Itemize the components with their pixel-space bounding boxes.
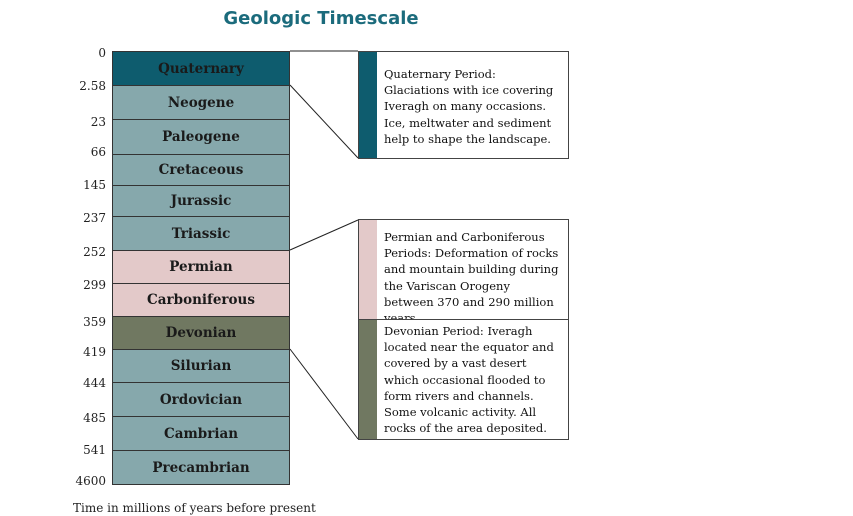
chart-title: Geologic Timescale xyxy=(223,8,419,29)
period-jurassic: Jurassic xyxy=(112,185,290,217)
connector-line xyxy=(290,349,358,439)
tick-label: 252 xyxy=(83,245,106,259)
period-ordovician: Ordovician xyxy=(112,382,290,417)
tick-label: 541 xyxy=(83,443,106,457)
tick-label: 419 xyxy=(83,345,106,359)
note-text: Permian and Carboniferous Periods: Deformation of rocks and mountain building during the Variscan Orogeny between 370 and 290 million xyxy=(384,230,559,309)
period-cambrian: Cambrian xyxy=(112,416,290,451)
note-swatch xyxy=(359,320,377,439)
tick-label: 4600 xyxy=(75,474,106,488)
tick-label: 237 xyxy=(83,211,106,225)
connector-line xyxy=(290,85,358,158)
period-silurian: Silurian xyxy=(112,349,290,383)
period-cretaceous: Cretaceous xyxy=(112,154,290,186)
devonian-note xyxy=(358,319,569,440)
period-devonian: Devonian xyxy=(112,316,290,350)
note-text: Devonian Period: Iveragh located near the equator and covered by a vast desert which occasional flooded to form rivers and channels. Some volcanic activity. All rocks of the area deposited. xyxy=(384,324,554,436)
note-text: Quaternary Period: Glaciations with ice covering Iveragh on many occasions. Ice, meltwater and sediment help to shape the landscape. xyxy=(384,67,554,146)
tick-label: 0 xyxy=(98,46,106,60)
period-triassic: Triassic xyxy=(112,216,290,251)
period-carboniferous: Carboniferous xyxy=(112,283,290,317)
tick-label: 66 xyxy=(90,145,106,159)
period-neogene: Neogene xyxy=(112,85,290,120)
tick-label: 485 xyxy=(83,411,106,425)
axis-caption: Time in millions of years before present xyxy=(73,501,316,515)
period-paleogene: Paleogene xyxy=(112,119,290,155)
note-swatch xyxy=(359,52,377,158)
period-quaternary: Quaternary xyxy=(112,51,290,86)
tick-label: 145 xyxy=(83,178,106,192)
tick-label: 359 xyxy=(83,315,106,329)
note-swatch xyxy=(359,220,377,319)
tick-label: 2.58 xyxy=(79,79,106,93)
tick-label: 444 xyxy=(83,376,106,390)
period-permian: Permian xyxy=(112,250,290,284)
tick-label: 23 xyxy=(90,115,106,129)
quaternary-note xyxy=(358,51,569,159)
connector-line xyxy=(290,220,358,250)
permian-carboniferous-note xyxy=(358,219,569,320)
tick-label: 299 xyxy=(83,278,106,292)
period-precambrian: Precambrian xyxy=(112,450,290,485)
